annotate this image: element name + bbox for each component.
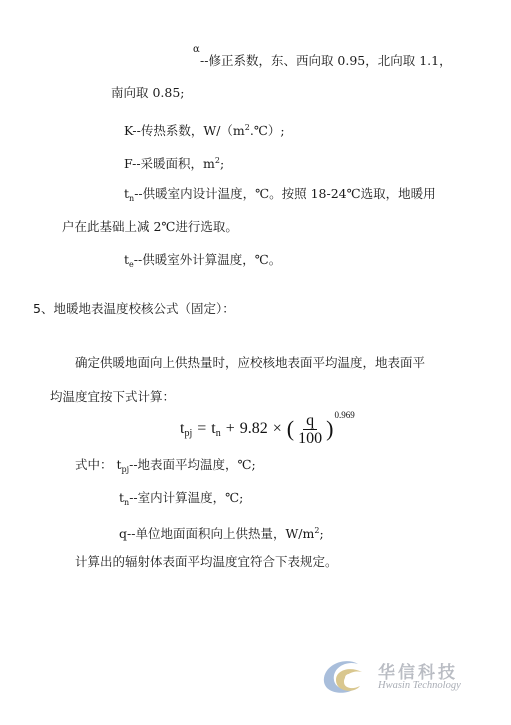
paragraph-line-1: 确定供暖地面向上供热量时，应校核地表面平均温度，地表面平 [75, 355, 426, 370]
company-logo [316, 652, 476, 698]
paragraph-line-2: 均温度宜按下式计算： [50, 389, 176, 404]
paragraph-line-3: 计算出的辐射体表面平均温度宜符合下表规定。 [75, 554, 338, 569]
tn2-sub: n [124, 498, 130, 507]
f-def-text: F--采暖面积，m [124, 156, 215, 171]
definition-tn-line [119, 490, 243, 511]
q-def-sup: 2 [314, 526, 320, 535]
formula-lhs-sub: pj [184, 427, 193, 439]
logo-english-name: Hwasin Technology [378, 680, 461, 691]
formula-right-paren: ) [326, 416, 334, 441]
f-def-tail: ; [220, 156, 225, 171]
definition-q-line [119, 523, 324, 542]
surface-temperature-formula [180, 408, 355, 450]
formula-coefficient: 9.82 [239, 420, 268, 437]
formula-tn: t [211, 420, 216, 437]
tn2-def-text: --室内计算温度，℃; [129, 490, 244, 505]
floor-heating-user-line: 户在此基础上减 2℃进行选取。 [62, 219, 238, 234]
logo-chinese-name: 华信科技 [378, 663, 458, 683]
te-def-text: --供暖室外计算温度，℃。 [133, 252, 282, 267]
formula-denominator: 100 [298, 429, 323, 447]
k-def-tail: .℃）; [249, 123, 285, 138]
q-def-tail: ; [319, 526, 324, 541]
heat-transfer-coefficient-line [124, 120, 285, 139]
formula-plus: + [225, 420, 235, 437]
indoor-design-temp-line [124, 186, 436, 207]
tn2-symbol: t [119, 490, 125, 505]
heating-area-line [124, 153, 224, 172]
tpj-sub: pj [121, 465, 130, 474]
tpj-def-text: --地表面平均温度，℃; [129, 457, 256, 472]
definition-tpj-line [75, 457, 256, 478]
formula-left-paren: ( [286, 416, 295, 441]
alpha-symbol: α [193, 44, 200, 55]
formula-numerator: q [303, 412, 317, 430]
outdoor-calc-temp-line [124, 252, 281, 273]
formula-lhs: t [180, 420, 185, 437]
k-def-text: K--传热系数，W/（m [124, 123, 245, 138]
tpj-prefix: 式中： t [75, 457, 122, 472]
tn-def-text: --供暖室内设计温度，℃。按照 18-24℃选取，地暖用 [134, 186, 436, 201]
correction-factor-line: --修正系数，东、西向取 0.95，北向取 1.1， [200, 53, 452, 68]
south-direction-line: 南向取 0.85; [111, 85, 185, 100]
q-def-text: q--单位地面面积向上供热量，W/m [119, 526, 315, 541]
formula-fraction [295, 412, 325, 447]
logo-swirl-icon [316, 652, 374, 698]
formula-tn-sub: n [215, 427, 221, 439]
formula-times: × [272, 420, 282, 437]
te-sub: e [129, 260, 134, 269]
tn-sub: n [129, 194, 135, 203]
te-symbol: t [124, 252, 130, 267]
f-def-sup: 2 [214, 156, 221, 165]
formula-exponent: 0.969 [334, 410, 355, 420]
section-heading: 5、地暖地表温度校核公式（固定）： [33, 301, 235, 316]
k-def-sup: 2 [244, 123, 250, 132]
formula-equals: = [197, 420, 207, 437]
tn-symbol: t [124, 186, 130, 201]
